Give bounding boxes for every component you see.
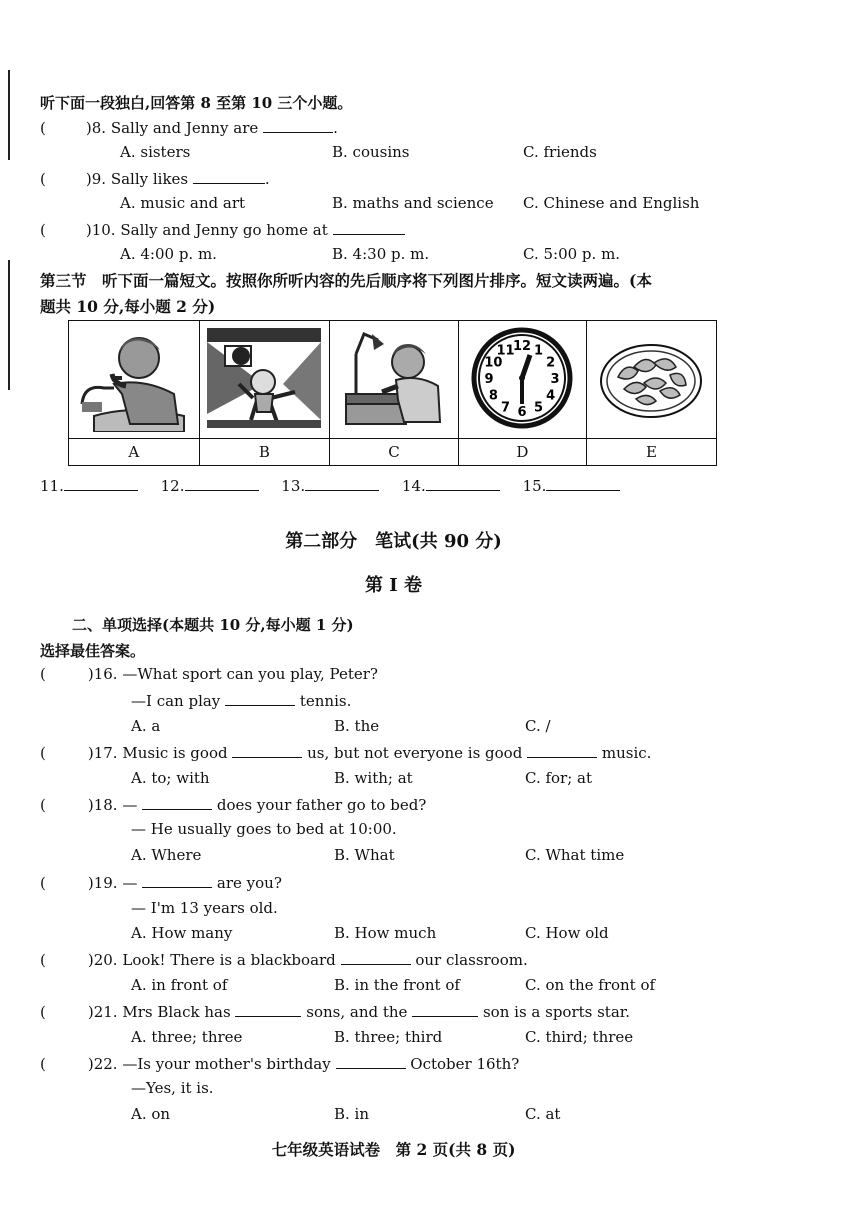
question-line: October 16th? — [410, 1055, 520, 1073]
answer-paren[interactable]: ( — [40, 119, 46, 137]
question-18-line2: — He usually goes to bed at 10:00. — [131, 820, 397, 838]
option-c[interactable]: C. third; three — [525, 1028, 634, 1046]
question-number: )8. — [85, 119, 107, 137]
answer-paren[interactable]: ( — [40, 744, 46, 762]
option-b[interactable]: B. in the front of — [334, 976, 460, 994]
option-c[interactable]: C. / — [525, 717, 551, 735]
scan-edge-line — [8, 260, 10, 390]
picture-label-d: D — [458, 439, 586, 466]
answer-paren[interactable]: ( — [40, 1003, 46, 1021]
answer-blank — [235, 1002, 301, 1017]
answer-blank — [412, 1002, 478, 1017]
clock-number: 7 — [501, 400, 511, 416]
option-a[interactable]: A. Where — [131, 846, 202, 864]
question-number: )10. — [85, 221, 116, 239]
question-9 — [40, 169, 270, 188]
answer-paren[interactable]: ( — [40, 951, 46, 969]
question-number: )16. — [87, 665, 118, 683]
answer-number: 12. — [160, 477, 185, 495]
question-line: Music is good — [122, 744, 228, 762]
question-line: us, but not everyone is good — [307, 744, 523, 762]
section3-heading-line1: 第三节 听下面一篇短文。按照你所听内容的先后顺序将下列图片排序。短文读两遍。(本 — [40, 271, 652, 290]
clock-number: 3 — [550, 371, 560, 387]
option-a[interactable]: A. to; with — [131, 769, 210, 787]
question-number: )18. — [87, 796, 118, 814]
question-22-line2: —Yes, it is. — [131, 1079, 214, 1097]
option-a[interactable]: A. in front of — [131, 976, 228, 994]
option-c[interactable]: C. friends — [523, 143, 597, 161]
question-number: )19. — [87, 874, 118, 892]
answer-blank — [333, 220, 405, 235]
picture-cell-b — [199, 321, 330, 439]
option-b[interactable]: B. three; third — [334, 1028, 443, 1046]
picture-label-a: A — [69, 439, 200, 466]
answer-number: 11. — [40, 477, 64, 495]
page-footer: 七年级英语试卷 第 2 页(共 8 页) — [271, 1140, 516, 1159]
single-choice-instruction: 选择最佳答案。 — [40, 642, 146, 660]
picture-cell-c — [330, 321, 459, 439]
answer-number: 13. — [281, 477, 306, 495]
option-c[interactable]: C. What time — [525, 846, 625, 864]
answer-blank[interactable] — [426, 476, 500, 491]
answer-blank — [193, 169, 265, 184]
option-a[interactable]: A. 4:00 p. m. — [120, 245, 217, 263]
clock-number: 4 — [546, 388, 556, 403]
question-16-line2 — [131, 691, 351, 710]
clock-number: 1 — [534, 342, 544, 358]
option-a[interactable]: A. on — [131, 1105, 171, 1123]
question-stem-end: . — [333, 119, 338, 137]
clock-number: 5 — [534, 400, 544, 416]
question-18 — [40, 795, 426, 814]
picture-label-c: C — [330, 439, 459, 466]
question-16 — [40, 665, 378, 683]
answer-blank — [225, 691, 295, 706]
clock-number: 11 — [496, 342, 515, 358]
question-number: )21. — [87, 1003, 118, 1021]
option-b[interactable]: B. What — [334, 846, 395, 864]
option-c[interactable]: C. How old — [525, 924, 609, 942]
clock-number: 6 — [517, 404, 527, 420]
picture-cell-d — [458, 321, 586, 439]
question-line: music. — [601, 744, 652, 762]
option-a[interactable]: A. sisters — [120, 143, 191, 161]
question-21 — [40, 1002, 630, 1021]
clock-number: 12 — [513, 338, 532, 354]
option-b[interactable]: B. cousins — [332, 143, 410, 161]
option-b[interactable]: B. maths and science — [332, 194, 494, 212]
question-line: — — [122, 874, 138, 892]
option-c[interactable]: C. on the front of — [525, 976, 656, 994]
answer-paren[interactable]: ( — [40, 221, 46, 239]
picture-cell-a — [69, 321, 200, 439]
answer-blank — [336, 1054, 406, 1069]
question-line: are you? — [216, 874, 282, 892]
answer-number: 14. — [401, 477, 426, 495]
boy-doing-homework-icon — [334, 324, 454, 432]
answer-blank — [527, 743, 597, 758]
clock-number: 10 — [484, 355, 503, 370]
question-17 — [40, 743, 651, 762]
question-number: )20. — [87, 951, 118, 969]
question-number: )9. — [85, 170, 107, 188]
answer-blank — [142, 873, 212, 888]
answer-paren[interactable]: ( — [40, 665, 46, 683]
question-line: —Is your mother's birthday — [122, 1055, 331, 1073]
clock-number: 2 — [546, 355, 556, 370]
section-intro-8-10: 听下面一段独白,回答第 8 至第 10 三个小题。 — [40, 94, 353, 112]
section3-heading-line2: 题共 10 分,每小题 2 分) — [40, 297, 216, 316]
picture-label-b: B — [199, 439, 330, 466]
clock-number: 9 — [484, 371, 494, 387]
answer-number: 15. — [522, 477, 547, 495]
picture-label-e: E — [586, 439, 716, 466]
option-b[interactable]: B. in — [334, 1105, 370, 1123]
question-number: )22. — [87, 1055, 118, 1073]
option-c[interactable]: C. at — [525, 1105, 561, 1123]
answer-blank[interactable] — [185, 476, 259, 491]
part2-title: 第二部分 笔试(共 90 分) — [285, 531, 502, 552]
clock-icon — [467, 324, 577, 432]
scan-edge-line — [8, 70, 10, 160]
question-8 — [40, 118, 338, 137]
answer-blank — [341, 950, 411, 965]
dumplings-plate-icon — [596, 333, 706, 423]
picture-cell-e — [586, 321, 716, 439]
answer-blank[interactable] — [305, 476, 379, 491]
option-c[interactable]: C. 5:00 p. m. — [523, 245, 621, 263]
question-line: son is a sports star. — [482, 1003, 631, 1021]
question-10 — [40, 220, 405, 239]
question-line: sons, and the — [306, 1003, 408, 1021]
option-a[interactable]: A. three; three — [131, 1028, 243, 1046]
answer-blank[interactable] — [546, 476, 620, 491]
question-stem: Sally and Jenny are — [110, 119, 259, 137]
single-choice-title: 二、单项选择(本题共 10 分,每小题 1 分) — [72, 616, 354, 634]
option-a[interactable]: A. music and art — [120, 194, 246, 212]
question-19-line2: — I'm 13 years old. — [131, 899, 278, 917]
answer-blank-row — [40, 476, 620, 495]
picture-ordering-table — [68, 320, 717, 466]
option-c[interactable]: C. for; at — [525, 769, 593, 787]
question-line: —What sport can you play, Peter? — [122, 665, 378, 683]
option-b[interactable]: B. with; at — [334, 769, 413, 787]
answer-blank — [232, 743, 302, 758]
answer-paren[interactable]: ( — [40, 170, 46, 188]
question-22 — [40, 1054, 519, 1073]
option-c[interactable]: C. Chinese and English — [523, 194, 700, 212]
question-line: our classroom. — [415, 951, 528, 969]
answer-blank — [142, 795, 212, 810]
option-a[interactable]: A. How many — [131, 924, 233, 942]
option-b[interactable]: B. How much — [334, 924, 437, 942]
question-19 — [40, 873, 282, 892]
boy-playing-basketball-icon — [203, 324, 325, 432]
question-line: does your father go to bed? — [216, 796, 427, 814]
question-line: — — [122, 796, 138, 814]
option-b[interactable]: B. the — [334, 717, 380, 735]
volume-title: 第 I 卷 — [365, 575, 422, 596]
question-stem-end: . — [264, 170, 270, 188]
answer-paren[interactable]: ( — [40, 1055, 46, 1073]
question-20 — [40, 950, 528, 969]
question-number: )17. — [87, 744, 118, 762]
question-stem: Sally and Jenny go home at — [120, 221, 328, 239]
option-a[interactable]: A. a — [131, 717, 161, 735]
boy-brushing-teeth-icon — [74, 324, 194, 432]
answer-blank — [263, 118, 333, 133]
answer-paren[interactable]: ( — [40, 796, 46, 814]
question-line: —I can play — [131, 692, 221, 710]
clock-number: 8 — [489, 388, 499, 403]
question-line: Mrs Black has — [122, 1003, 231, 1021]
answer-blank[interactable] — [64, 476, 138, 491]
question-stem: Sally likes — [110, 170, 189, 188]
answer-paren[interactable]: ( — [40, 874, 46, 892]
question-line: tennis. — [299, 692, 352, 710]
option-b[interactable]: B. 4:30 p. m. — [332, 245, 430, 263]
question-line: Look! There is a blackboard — [122, 951, 336, 969]
